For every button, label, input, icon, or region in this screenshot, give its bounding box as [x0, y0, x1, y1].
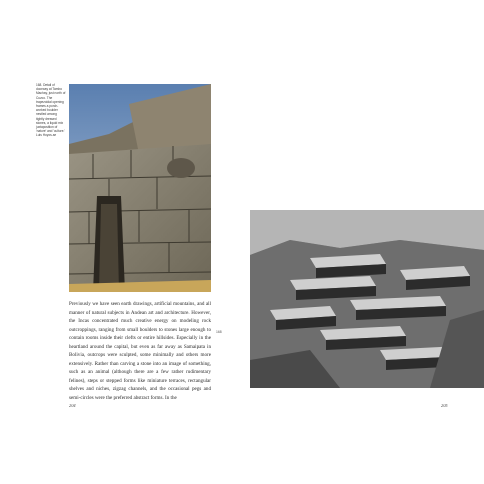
right-page [242, 0, 484, 484]
left-body-text: Previously we have seen earth drawings, artificial mountains, and all manner of natural subjects in Andean art and architecture. However, the Incas concentrated much creative energy on modeling rock outcroppings, ranging from small boulders to stones large enough to contain rooms inside their clefts or entire hillsides. Especially in the heartland around the capital, but even as far away as Samaipata in Bolivia, outcrops were sculpted, some minimally and others more extensively. Rather than carving a stone into an image of something, such as an animal (although there are a few rather rudimentary felines), steps or stepped forms like miniature terraces, rectangular shelves and niches, zigzag channels, and the occasional pegs and semi-circles were the preferred abstract forms. In the [69, 301, 211, 401]
rock-terraces-image [250, 210, 484, 388]
left-figure-number: 168 [216, 330, 222, 334]
tambo-machay-doorway-photo [69, 84, 211, 292]
carved-outcrop-photo [250, 210, 484, 388]
stone-wall-image [69, 84, 211, 292]
left-page-number: 204 [69, 403, 76, 408]
right-page-number: 205 [441, 403, 448, 408]
left-figure-caption: 168. Detail of doorway at Tambo Machay, just north of Cuzco. The trapezoidal opening frames a porch-worked boulder nestled among tightly dressed stones, a liquid mix juxtaposition of 'nature' and 'culture.' Luis Hoyos-se [36, 83, 66, 138]
